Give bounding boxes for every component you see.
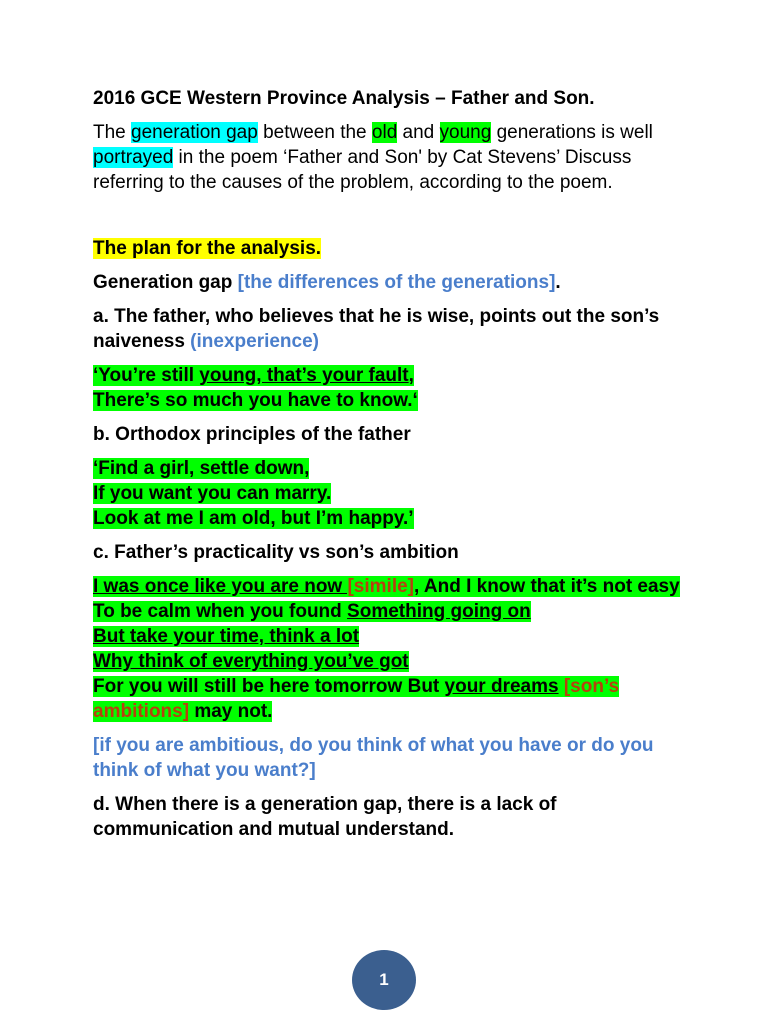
generation-gap-note: [the differences of the generations]: [237, 272, 556, 293]
question-text: in the poem ‘Father and Son' by Cat Stevens’ Discuss referring to the causes of the problem, according to the poem.: [93, 147, 632, 193]
quote-c: [93, 574, 683, 724]
quote-a-line-1-end: ,: [408, 365, 414, 386]
quote-c-line-2-start: To be calm when you found: [93, 601, 348, 622]
quote-a: [93, 363, 683, 413]
point-b: b. Orthodox principles of the father: [93, 424, 411, 445]
quote-b-line-2: If you want you can marry.: [93, 483, 332, 504]
spacer: [93, 204, 683, 236]
quote-c-line-1-underlined: I was once like you are now: [93, 576, 348, 597]
point-a-text: a. The father, who believes that he is wise, points out the son’s naiveness: [93, 306, 660, 352]
question-text: generations is well: [491, 122, 653, 143]
page-number-badge: 1: [352, 950, 416, 1010]
highlight-old: old: [371, 122, 398, 143]
point-c: c. Father’s practicality vs son’s ambition: [93, 542, 459, 563]
generation-gap-line: [93, 270, 683, 295]
question-text: The: [93, 122, 132, 143]
question-text: between the: [257, 122, 372, 143]
quote-c-ambitions-note: [son’s ambitions]: [93, 676, 620, 722]
quote-c-line-3: But take your time, think a lot: [93, 626, 360, 647]
quote-c-line-5-end: may not.: [189, 701, 273, 722]
quote-c-line-5-underlined: your dreams: [444, 676, 559, 697]
generation-gap-label: Generation gap: [93, 272, 238, 293]
quote-c-simile-note: [simile]: [347, 576, 415, 597]
point-a-note: (inexperience): [190, 331, 319, 352]
point-d: d. When there is a generation gap, there is a lack of communication and mutual understand.: [93, 794, 557, 840]
quote-a-line-2: There’s so much you have to know.‘: [93, 390, 418, 411]
note-c: [if you are ambitious, do you think of what you have or do you think of what you want?]: [93, 735, 654, 781]
question-paragraph: [93, 120, 683, 195]
generation-gap-end: .: [555, 272, 561, 293]
document-title: 2016 GCE Western Province Analysis – Father and Son.: [93, 88, 595, 109]
plan-heading-line: [93, 236, 683, 261]
document-page: [93, 86, 683, 851]
quote-b: [93, 456, 683, 531]
quote-c-line-4: Why think of everything you’ve got: [93, 651, 409, 672]
quote-b-line-1: ‘Find a girl, settle down,: [93, 458, 310, 479]
quote-a-line-1-start: ‘You’re still: [93, 365, 200, 386]
plan-heading: The plan for the analysis.: [93, 238, 322, 259]
quote-a-line-1-underlined: young, that’s your fault: [199, 365, 409, 386]
quote-b-line-3: Look at me I am old, but I’m happy.’: [93, 508, 414, 529]
quote-c-line-2-underlined: Something going on: [347, 601, 531, 622]
highlight-young: young: [439, 122, 492, 143]
question-text: and: [397, 122, 440, 143]
quote-c-line-1-end: , And I know that it’s not easy: [414, 576, 680, 597]
highlight-portrayed: portrayed: [93, 147, 174, 168]
quote-c-line-5-start: For you will still be here tomorrow But: [93, 676, 445, 697]
highlight-generation-gap: generation gap: [131, 122, 258, 143]
point-a: [93, 304, 683, 354]
